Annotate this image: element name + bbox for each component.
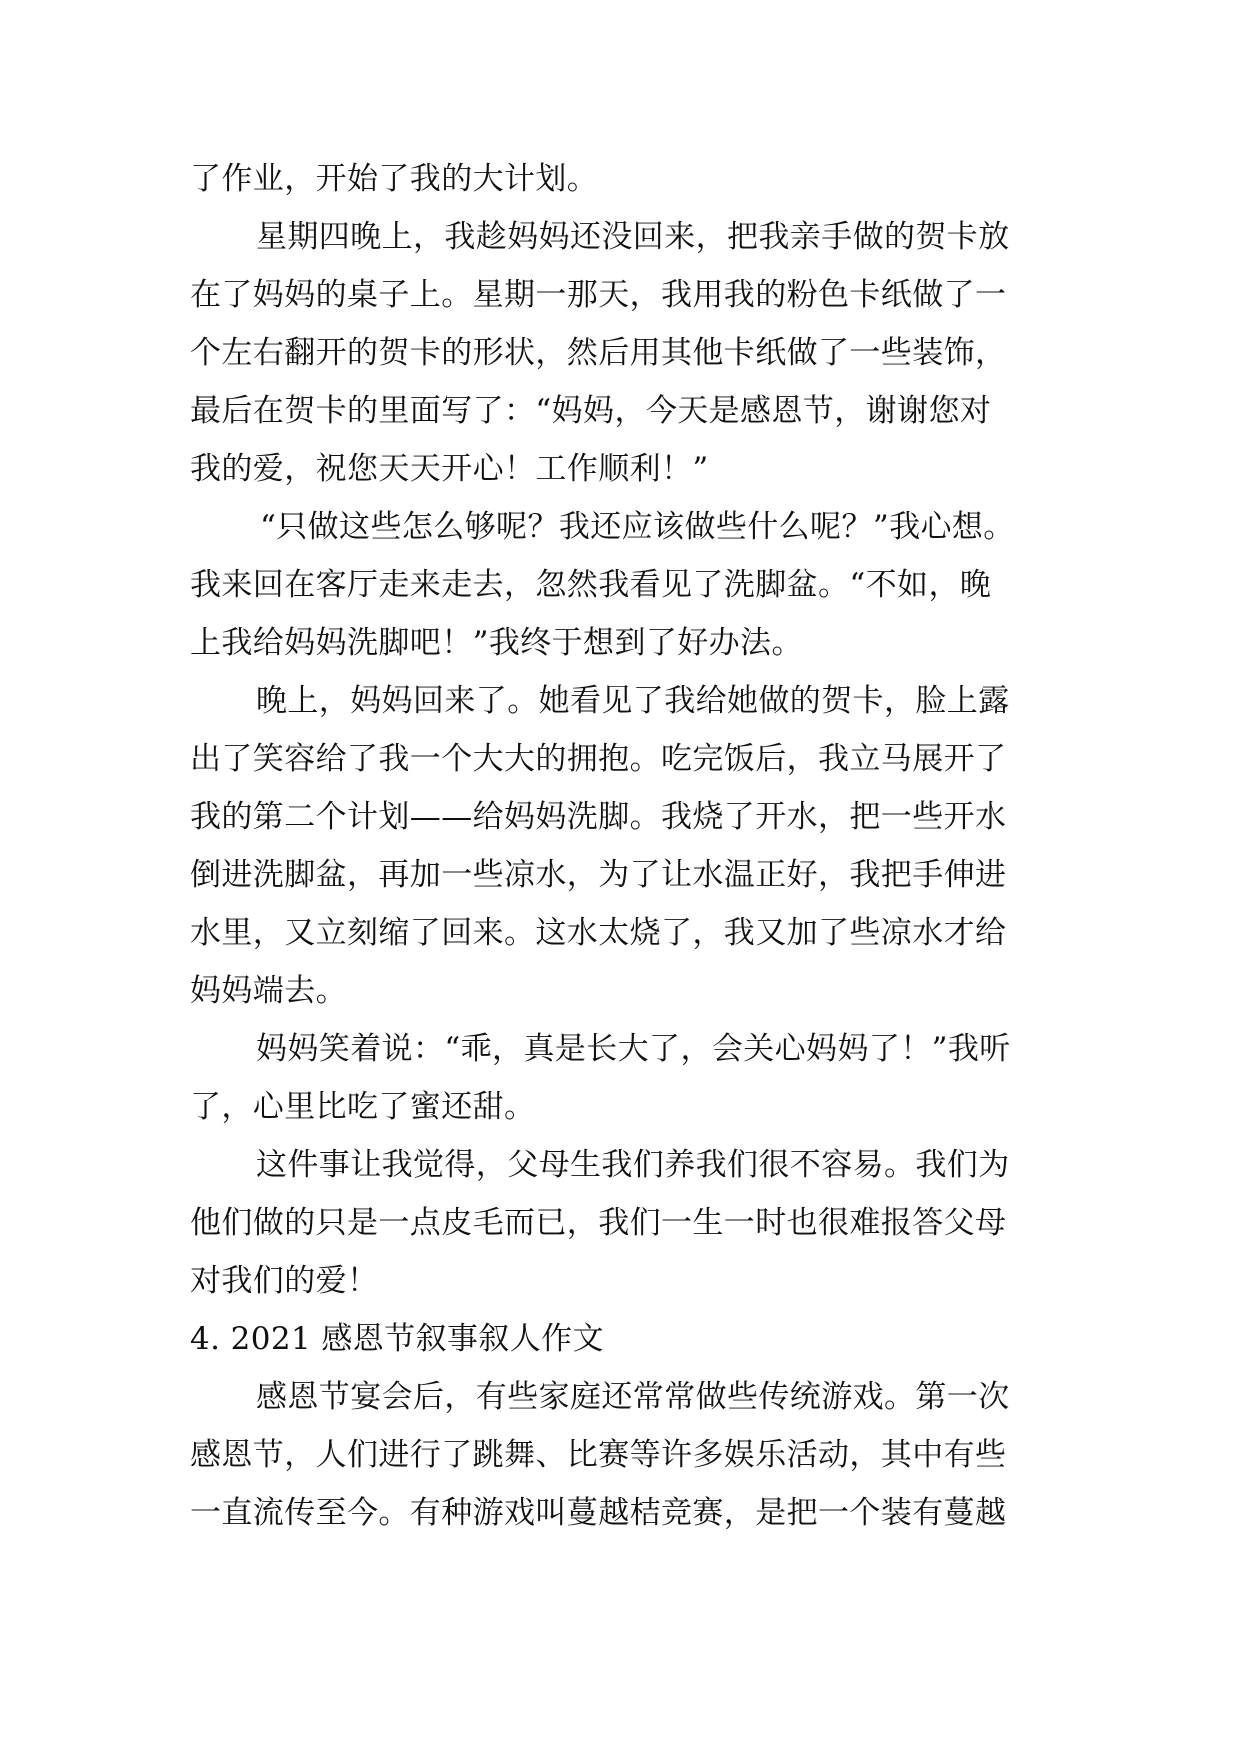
text-line: 最后在贺卡的里面写了：“妈妈，今天是感恩节，谢谢您对 <box>190 393 992 429</box>
section-heading: 4. 2021 感恩节叙事叙人作文 <box>190 1321 604 1357</box>
text-line: 我的第二个计划——给妈妈洗脚。我烧了开水，把一些开水 <box>190 799 1007 835</box>
text-line: 他们做的只是一点皮毛而已，我们一生一时也很难报答父母 <box>190 1205 1007 1241</box>
paragraph-start-line: 晚上，妈妈回来了。她看见了我给她做的贺卡，脸上露 <box>256 683 1010 719</box>
text-line: 倒进洗脚盆，再加一些凉水，为了让水温正好，我把手伸进 <box>190 857 1007 893</box>
text-line: 对我们的爱！ <box>190 1263 379 1299</box>
text-line: 水里，又立刻缩了回来。这水太烧了，我又加了些凉水才给 <box>190 915 1007 951</box>
text-line: 个左右翻开的贺卡的形状，然后用其他卡纸做了一些装饰， <box>190 335 1007 371</box>
document-body <box>190 150 1050 1542</box>
text-line: 上我给妈妈洗脚吧！”我终于想到了好办法。 <box>190 625 803 661</box>
text-line: 了，心里比吃了蜜还甜。 <box>190 1089 536 1125</box>
text-line: 感恩节，人们进行了跳舞、比赛等许多娱乐活动，其中有些 <box>190 1437 1007 1473</box>
text-line: 一直流传至今。有种游戏叫蔓越桔竞赛，是把一个装有蔓越 <box>190 1495 1007 1531</box>
paragraph-start-line: 感恩节宴会后，有些家庭还常常做些传统游戏。第一次 <box>256 1379 1010 1415</box>
text-line: 出了笑容给了我一个大大的拥抱。吃完饭后，我立马展开了 <box>190 741 1007 777</box>
text-line: 妈妈端去。 <box>190 973 347 1009</box>
text-line: 我来回在客厅走来走去，忽然我看见了洗脚盆。“不如，晚 <box>190 567 992 603</box>
paragraph-start-line: “只做这些怎么够呢？我还应该做些什么呢？”我心想。 <box>260 509 1015 545</box>
text-line: 了作业，开始了我的大计划。 <box>190 161 599 197</box>
text-line: 我的爱，祝您天天开心！工作顺利！” <box>190 451 709 487</box>
paragraph-start-line: 妈妈笑着说：“乖，真是长大了，会关心妈妈了！”我听 <box>256 1031 1011 1067</box>
paragraph-start-line: 星期四晚上，我趁妈妈还没回来，把我亲手做的贺卡放 <box>256 219 1010 255</box>
paragraph-start-line: 这件事让我觉得，父母生我们养我们很不容易。我们为 <box>256 1147 1010 1183</box>
text-line: 在了妈妈的桌子上。星期一那天，我用我的粉色卡纸做了一 <box>190 277 1007 313</box>
